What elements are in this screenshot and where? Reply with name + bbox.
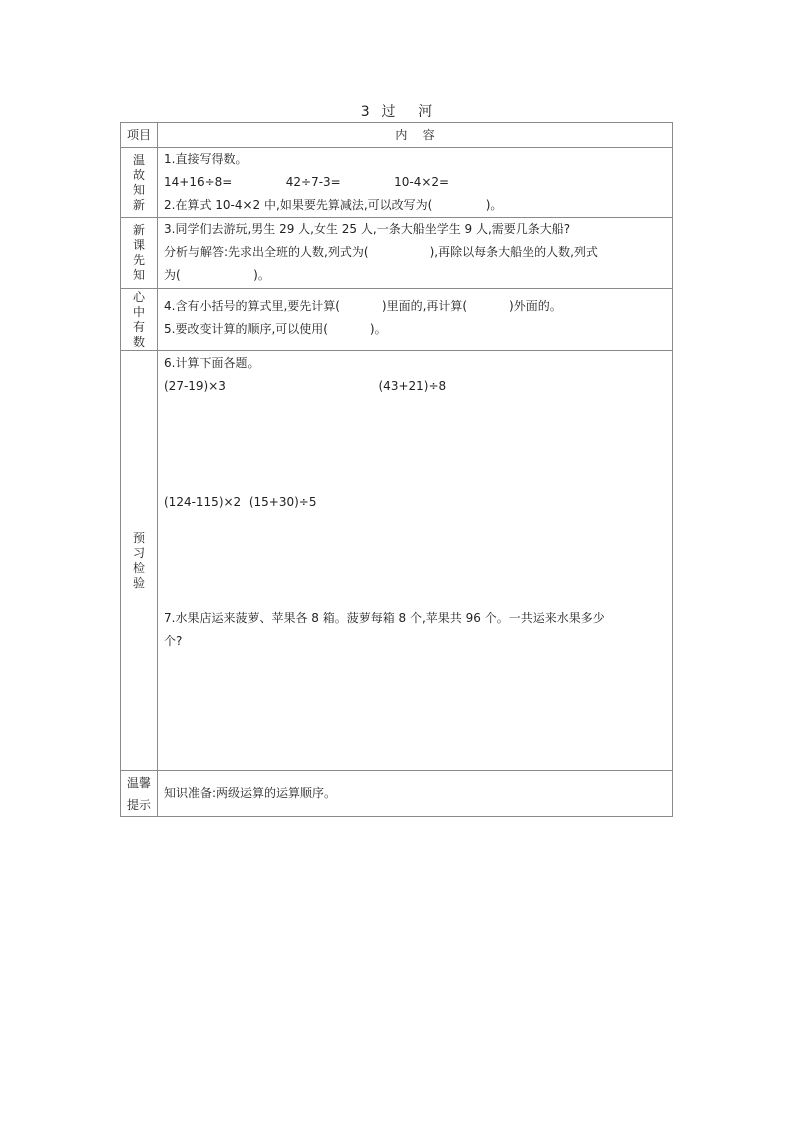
row-label-text: 预习检验 <box>132 530 145 590</box>
row-content-tips <box>158 771 673 817</box>
question-3-analysis: 分析与解答:先求出全班的人数,列式为( ),再除以每条大船坐的人数,列式 <box>164 245 598 259</box>
tip-text: 知识准备:两级运算的运算顺序。 <box>164 786 337 800</box>
row-label-review <box>121 148 158 218</box>
table-row-review <box>121 148 673 218</box>
question-7-cont: 个? <box>164 634 183 648</box>
worksheet-table <box>120 122 673 817</box>
table-header-row <box>121 123 673 148</box>
table-row-check <box>121 351 673 771</box>
row-label-text: 温馨提示 <box>126 775 151 812</box>
table-row-mindful <box>121 289 673 351</box>
question-6-expressions-a: (27-19)×3 (43+21)÷8 <box>164 379 447 393</box>
question-6-title: 6.计算下面各题。 <box>164 356 260 370</box>
question-2: 2.在算式 10-4×2 中,如果要先算减法,可以改写为( )。 <box>164 198 503 212</box>
row-label-tips <box>121 771 158 817</box>
row-label-mindful <box>121 289 158 351</box>
table-row-preview <box>121 218 673 289</box>
row-label-text: 新课先知 <box>132 223 145 282</box>
row-content-preview <box>158 218 673 289</box>
table-row-tips <box>121 771 673 817</box>
question-7: 7.水果店运来菠萝、苹果各 8 箱。菠萝每箱 8 个,苹果共 96 个。一共运来水果多少 <box>164 611 605 625</box>
row-label-preview <box>121 218 158 289</box>
question-3-analysis-cont: 为( )。 <box>164 268 270 282</box>
question-5: 5.要改变计算的顺序,可以使用( )。 <box>164 322 387 336</box>
row-label-text: 温故知新 <box>132 152 145 212</box>
question-3: 3.同学们去游玩,男生 29 人,女生 25 人,一条大船坐学生 9 人,需要几条大船? <box>164 222 571 236</box>
question-1-title: 1.直接写得数。 <box>164 152 248 166</box>
row-content-mindful <box>158 289 673 351</box>
row-content-check <box>158 351 673 771</box>
question-6-expressions-b: (124-115)×2 (15+30)÷5 <box>164 495 317 509</box>
row-label-check <box>121 351 158 771</box>
row-content-review <box>158 148 673 218</box>
header-content-label: 内 容 <box>158 123 673 148</box>
question-4: 4.含有小括号的算式里,要先计算( )里面的,再计算( )外面的。 <box>164 299 562 313</box>
question-1-expressions: 14+16÷8= 42÷7-3= 10-4×2= <box>164 175 450 189</box>
header-item-label: 项目 <box>121 123 158 148</box>
page-title: 3 过 河 <box>360 104 434 120</box>
row-label-text: 心中有数 <box>132 289 145 349</box>
